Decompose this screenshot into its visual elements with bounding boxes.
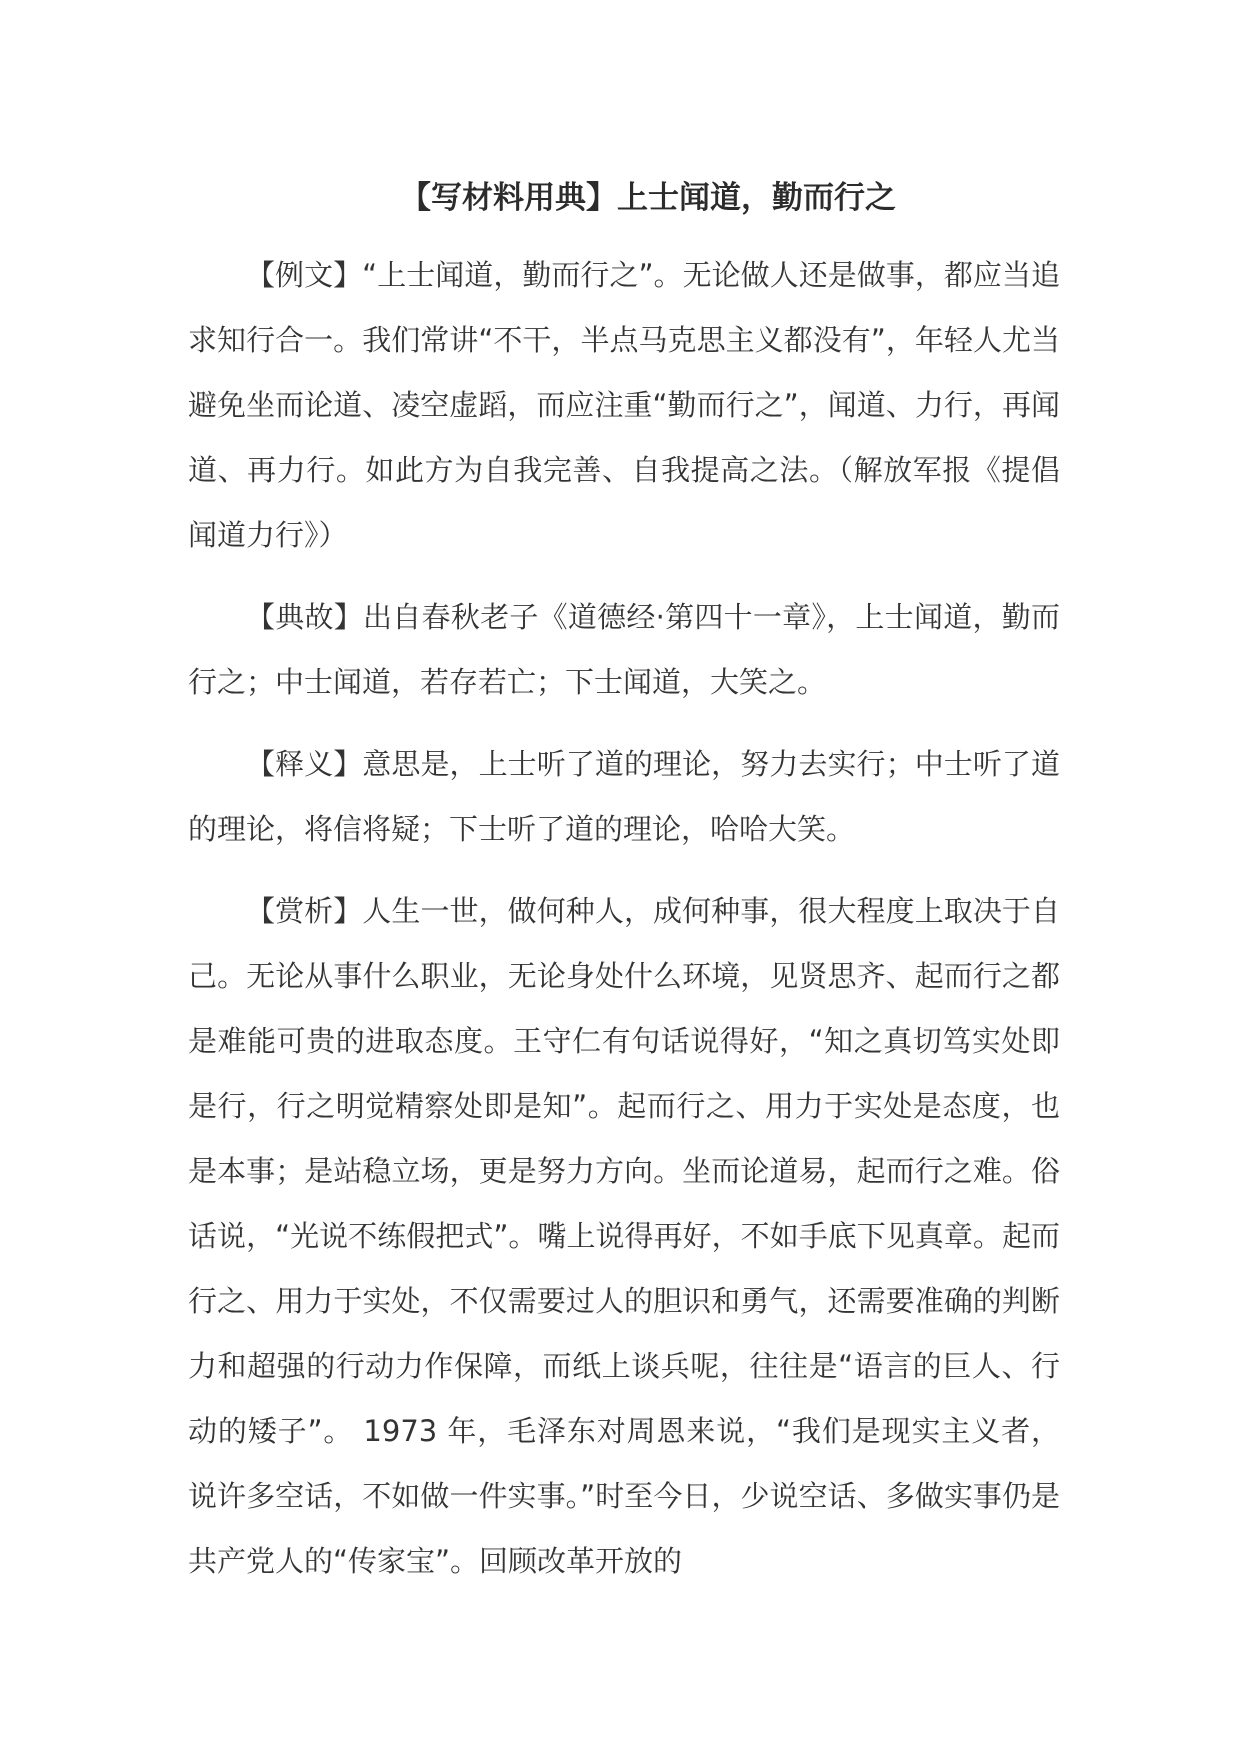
paragraph-appreciation: 【赏析】人生一世，做何种人，成何种事，很大程度上取决于自己。无论从事什么职业，无论身处什么环境，见贤思齐、起而行之都是难能可贵的进取态度。王守仁有句话说得好，“知之真切笃实处即是行，行之明觉精察处即是知”。起而行之、用力于实处是态度，也是本事；是站稳立场，更是努力方向。坐而论道易，起而行之难。俗话说，“光说不练假把式”。嘴上说得再好，不如手底下见真章。起而行之、用力于实处，不仅需要过人的胆识和勇气，还需要准确的判断力和超强的行动力作保障，而纸上谈兵呢，往往是“语言的巨人、行动的矮子”。 1973 年，毛泽东对周恩来说，“我们是现实主义者，说许多空话，不如做一件实事。”时至今日，少说空话、多做实事仍是共产党人的“传家宝”。回顾改革开放的 bbox=[188, 894, 1060, 1578]
paragraph-meaning: 【释义】意思是，上士听了道的理论，努力去实行；中士听了道的理论，将信将疑；下士听了道的理论，哈哈大笑。 bbox=[188, 747, 1060, 846]
paragraph-example: 【例文】“上士闻道，勤而行之”。无论做人还是做事，都应当追求知行合一。我们常讲“不干，半点马克思主义都没有”，年轻人尤当避免坐而论道、凌空虚蹈，而应注重“勤而行之”，闻道、力行，再闻道、再力行。如此方为自我完善、自我提高之法。（解放军报《提倡闻道力行》） bbox=[188, 258, 1060, 552]
document-body bbox=[188, 243, 1060, 1594]
document-title: 【写材料用典】上士闻道，勤而行之 bbox=[400, 180, 896, 216]
paragraph-allusion: 【典故】出自春秋老子《道德经·第四十一章》，上士闻道，勤而行之；中士闻道，若存若亡；下士闻道，大笑之。 bbox=[188, 600, 1060, 699]
